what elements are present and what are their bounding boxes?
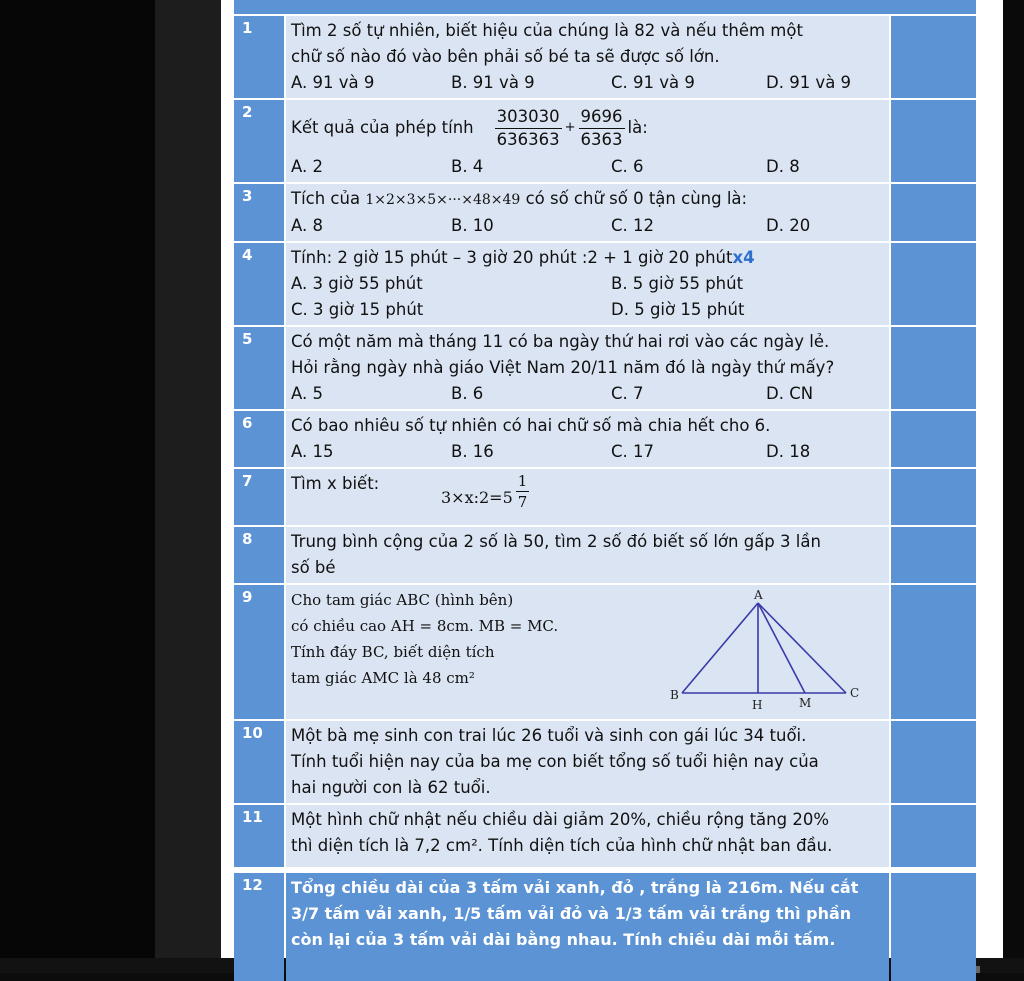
problem-number: 5 (234, 327, 284, 409)
problem-number: 12 (234, 873, 284, 981)
problem-row-12 (234, 873, 976, 981)
side-ab (682, 603, 758, 693)
problem-prefix: Tích của (291, 189, 361, 208)
problem-content (286, 721, 889, 803)
problem-prefix: Tìm x biết: (291, 474, 380, 493)
problem-content (286, 873, 889, 981)
problem-text: Một bà mẹ sinh con trai lúc 26 tuổi và sinh con gái lúc 34 tuổi. (291, 726, 807, 745)
problem-content (286, 100, 889, 182)
problem-prefix: Kết quả của phép tính (291, 118, 474, 137)
plus-sign: + (564, 120, 576, 135)
problem-row-5 (234, 327, 976, 411)
point-label-m: M (799, 696, 812, 710)
left-dark-border (0, 0, 155, 973)
fraction-numerator: 303030 (495, 106, 562, 129)
score-column (891, 243, 976, 325)
answer-options (291, 154, 885, 180)
answer-options (291, 70, 885, 96)
fraction-denominator: 6363 (580, 129, 623, 149)
problem-suffix: là: (627, 118, 648, 137)
problem-text: Có bao nhiêu số tự nhiên có hai chữ số mà chia hết cho 6. (291, 416, 771, 435)
option-c: C. 7 (611, 384, 644, 403)
problem-table (234, 0, 976, 981)
problem-number: 7 (234, 469, 284, 525)
fraction (516, 471, 530, 512)
problem-content (286, 184, 889, 241)
problem-text: Có một năm mà tháng 11 có ba ngày thứ hai rơi vào các ngày lẻ. (291, 332, 830, 351)
option-d: D. 91 và 9 (766, 73, 852, 92)
problem-expression: Tính: 2 giờ 15 phút – 3 giờ 20 phút :2 + 1 giờ 20 phút (291, 248, 733, 267)
option-c: C. 17 (611, 442, 655, 461)
fraction (495, 106, 562, 151)
vertex-label-a: A (754, 589, 763, 602)
option-b: B. 91 và 9 (451, 73, 535, 92)
problem-text: còn lại của 3 tấm vải dài bằng nhau. Tính chiều dài mỗi tấm. (291, 930, 836, 949)
problem-content (286, 585, 889, 719)
option-b: B. 10 (451, 216, 494, 235)
answer-options (291, 297, 885, 323)
option-b: B. 5 giờ 55 phút (611, 274, 744, 293)
right-dark-border (1003, 0, 1024, 973)
problem-text: có chiều cao AH = 8cm. MB = MC. (291, 617, 559, 635)
problem-text: Tính đáy BC, biết diện tích (291, 643, 495, 661)
problem-text: số bé (291, 558, 336, 577)
score-column (891, 585, 976, 719)
problem-text: Tìm 2 số tự nhiên, biết hiệu của chúng là 82 và nếu thêm một (291, 21, 803, 40)
problem-text: Tổng chiều dài của 3 tấm vải xanh, đỏ , trắng là 216m. Nếu cắt (291, 878, 859, 897)
problem-row-9 (234, 585, 976, 721)
score-column (891, 721, 976, 803)
problem-text: Một hình chữ nhật nếu chiều dài giảm 20%, chiều rộng tăng 20% (291, 810, 830, 829)
problem-text: tam giác AMC là 48 cm² (291, 669, 475, 687)
problem-content (286, 411, 889, 467)
fraction-numerator: 9696 (579, 106, 625, 129)
table-top-strip (234, 0, 976, 14)
problem-content (286, 805, 889, 867)
option-b: B. 16 (451, 442, 494, 461)
problem-row-11 (234, 805, 976, 869)
score-column (891, 100, 976, 182)
problem-number: 9 (234, 585, 284, 719)
option-b: B. 6 (451, 384, 484, 403)
problem-number: 3 (234, 184, 284, 241)
score-column (891, 184, 976, 241)
median-am (758, 603, 805, 693)
option-a: A. 2 (291, 157, 323, 176)
problem-content (286, 469, 889, 525)
answer-options (291, 381, 885, 407)
option-a: A. 5 (291, 384, 323, 403)
score-column (891, 16, 976, 98)
problem-text: Cho tam giác ABC (hình bên) (291, 591, 514, 609)
problem-number: 2 (234, 100, 284, 182)
option-c: C. 91 và 9 (611, 73, 695, 92)
problem-row-1 (234, 16, 976, 100)
problem-text: thì diện tích là 7,2 cm². Tính diện tích của hình chữ nhật ban đầu. (291, 836, 833, 855)
option-c: C. 6 (611, 157, 644, 176)
fraction-numerator: 1 (517, 472, 528, 490)
score-column (891, 527, 976, 583)
fraction-denominator: 7 (517, 493, 528, 511)
problem-text: Hỏi rằng ngày nhà giáo Việt Nam 20/11 năm đó là ngày thứ mấy? (291, 358, 835, 377)
problem-text (291, 102, 885, 154)
option-a: A. 3 giờ 55 phút (291, 274, 423, 293)
score-column (891, 327, 976, 409)
problem-number: 1 (234, 16, 284, 98)
problem-text: hai người con là 62 tuổi. (291, 778, 491, 797)
option-c: C. 3 giờ 15 phút (291, 300, 424, 319)
option-d: D. 5 giờ 15 phút (611, 300, 745, 319)
option-c: C. 12 (611, 216, 655, 235)
fraction (579, 106, 625, 151)
problem-content (286, 327, 889, 409)
problem-text: Tính tuổi hiện nay của ba mẹ con biết tổng số tuổi hiện nay của (291, 752, 819, 771)
problem-number: 6 (234, 411, 284, 467)
problem-content (286, 527, 889, 583)
answer-options (291, 213, 885, 239)
problem-row-8 (234, 527, 976, 585)
answer-options (291, 271, 885, 297)
option-d: D. 18 (766, 442, 811, 461)
score-column (891, 469, 976, 525)
problem-number: 11 (234, 805, 284, 867)
problem-text (291, 245, 885, 271)
triangle-figure (668, 589, 868, 725)
problem-number: 4 (234, 243, 284, 325)
vertex-label-c: C (850, 686, 860, 700)
problem-text: Trung bình cộng của 2 số là 50, tìm 2 số đó biết số lớn gấp 3 lần (291, 532, 821, 551)
problem-suffix: có số chữ số 0 tận cùng là: (525, 189, 748, 208)
problem-content (286, 243, 889, 325)
problem-text (291, 471, 885, 512)
option-a: A. 91 và 9 (291, 73, 375, 92)
problem-content (286, 16, 889, 98)
problem-row-6 (234, 411, 976, 469)
left-margin-panel (155, 0, 221, 973)
problem-number: 10 (234, 721, 284, 803)
problem-text (291, 186, 885, 213)
problem-text: chữ số nào đó vào bên phải số bé ta sẽ được số lớn. (291, 47, 720, 66)
option-d: D. 20 (766, 216, 811, 235)
problem-row-2 (234, 100, 976, 184)
side-ac (758, 603, 846, 693)
vertex-label-b: B (670, 688, 679, 702)
equation: 3×x:2=5 (441, 488, 513, 507)
problem-row-10 (234, 721, 976, 805)
math-expression: 1×2×3×5×···×48×49 (365, 192, 521, 208)
option-d: D. CN (766, 384, 814, 403)
problem-text: 3/7 tấm vải xanh, 1/5 tấm vải đỏ và 1/3 tấm vải trắng thì phần (291, 904, 852, 923)
problem-row-4 (234, 243, 976, 327)
problem-row-3 (234, 184, 976, 243)
problem-number: 8 (234, 527, 284, 583)
score-column (891, 805, 976, 867)
option-a: A. 8 (291, 216, 323, 235)
score-column (891, 411, 976, 467)
option-b: B. 4 (451, 157, 484, 176)
answer-options (291, 439, 885, 465)
fraction-denominator: 636363 (496, 129, 560, 149)
option-d: D. 8 (766, 157, 800, 176)
point-label-h: H (752, 698, 763, 712)
triangle-diagram (668, 589, 868, 717)
times-sign: x4 (732, 248, 755, 267)
score-column (891, 873, 976, 981)
problem-row-7 (234, 469, 976, 527)
option-a: A. 15 (291, 442, 334, 461)
